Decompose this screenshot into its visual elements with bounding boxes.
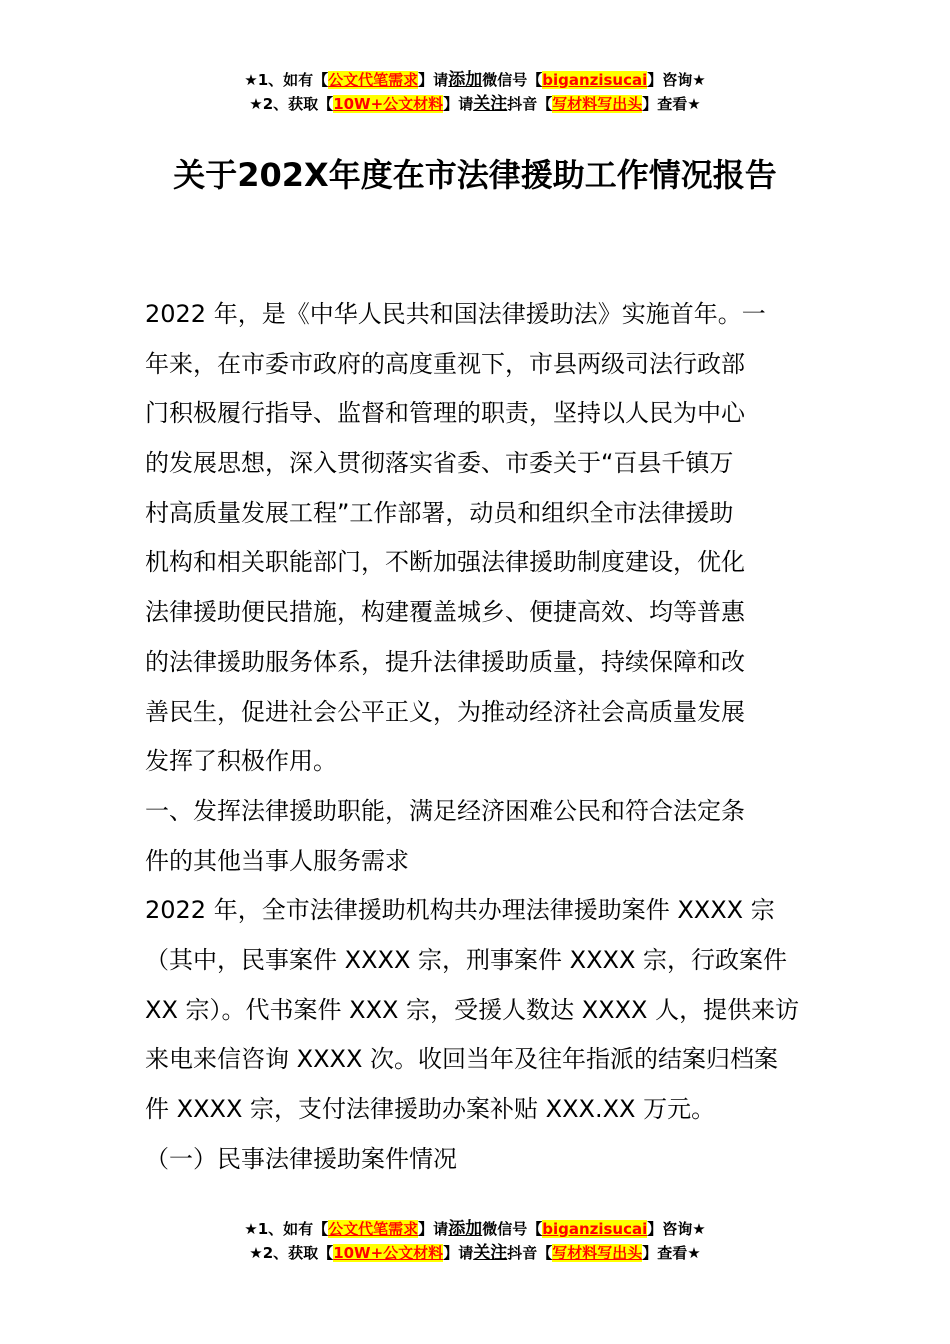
banner-text: 抖音【 bbox=[507, 1244, 553, 1262]
banner-text: 抖音【 bbox=[507, 95, 553, 113]
body-text-line: 2022 年，是《中华人民共和国法律援助法》实施首年。一 bbox=[145, 300, 766, 328]
body-text-line: （其中，民事案件 XXXX 宗，刑事案件 XXXX 宗，行政案件 bbox=[145, 945, 788, 974]
banner-text: 】请 bbox=[418, 1220, 449, 1238]
footer-banner bbox=[0, 1217, 950, 1265]
banner-text: 】查看★ bbox=[642, 95, 701, 113]
banner-text: 】咨询★ bbox=[647, 1220, 706, 1238]
header-banner bbox=[0, 68, 950, 116]
banner-text: 微信号【 bbox=[482, 71, 543, 89]
body-text-line: 门积极履行指导、监督和管理的职责，坚持以人民为中心 bbox=[145, 399, 745, 428]
banner-underline: 关注 bbox=[473, 94, 508, 114]
banner-highlight: 公文代笔需求 bbox=[328, 71, 419, 89]
body-text-line: 机构和相关职能部门，不断加强法律援助制度建设，优化 bbox=[145, 548, 745, 577]
body-text-line: 发挥了积极作用。 bbox=[145, 747, 337, 776]
banner-text: 】查看★ bbox=[642, 1244, 701, 1262]
banner-text: ★2、获取【 bbox=[249, 95, 334, 113]
banner-highlight: 写材料写出头 bbox=[552, 1244, 643, 1262]
body-text-line: 善民生，促进社会公平正义，为推动经济社会高质量发展 bbox=[145, 697, 745, 726]
banner-text: ★2、获取【 bbox=[249, 1244, 334, 1262]
body-text-line: XX 宗）。代书案件 XXX 宗，受援人数达 XXXX 人，提供来访 bbox=[145, 995, 800, 1024]
document-body bbox=[145, 292, 815, 1186]
body-text-line: 来电来信咨询 XXXX 次。收回当年及往年指派的结案归档案 bbox=[145, 1045, 779, 1074]
banner-text: 】请 bbox=[443, 1244, 474, 1262]
banner-text: 】请 bbox=[418, 71, 449, 89]
body-text-line: （一）民事法律援助案件情况 bbox=[145, 1144, 457, 1173]
banner-line-2 bbox=[0, 92, 950, 116]
banner-highlight: 写材料写出头 bbox=[552, 95, 643, 113]
banner-highlight: 10W+公文材料 bbox=[333, 1244, 444, 1262]
banner-line-2 bbox=[0, 1241, 950, 1265]
body-text-line: 一、发挥法律援助职能，满足经济困难公民和符合法定条 bbox=[145, 796, 745, 825]
body-text-line: 件 XXXX 宗，支付法律援助办案补贴 XXX.XX 万元。 bbox=[145, 1095, 716, 1123]
body-text-line: 年来，在市委市政府的高度重视下，市县两级司法行政部 bbox=[145, 349, 745, 378]
banner-line-1 bbox=[0, 1217, 950, 1241]
banner-text: 微信号【 bbox=[482, 1220, 543, 1238]
banner-line-1 bbox=[0, 68, 950, 92]
body-text-line: 法律援助便民措施，构建覆盖城乡、便捷高效、均等普惠 bbox=[145, 598, 745, 627]
banner-text: ★1、如有【 bbox=[244, 1220, 329, 1238]
body-text-line: 件的其他当事人服务需求 bbox=[145, 846, 409, 875]
banner-highlight: biganzisucai bbox=[542, 1220, 648, 1238]
banner-highlight: biganzisucai bbox=[542, 71, 648, 89]
banner-highlight: 10W+公文材料 bbox=[333, 95, 444, 113]
banner-text: ★1、如有【 bbox=[244, 71, 329, 89]
banner-underline: 关注 bbox=[473, 1243, 508, 1263]
body-text-line: 的法律援助服务体系，提升法律援助质量，持续保障和改 bbox=[145, 647, 745, 676]
body-text-line: 的发展思想，深入贯彻落实省委、市委关于“百县千镇万 bbox=[145, 449, 734, 478]
banner-text: 】咨询★ bbox=[647, 71, 706, 89]
body-text-line: 村高质量发展工程”工作部署，动员和组织全市法律援助 bbox=[145, 498, 734, 527]
banner-underline: 添加 bbox=[448, 70, 483, 90]
banner-text: 】请 bbox=[443, 95, 474, 113]
document-title: 关于202X年度在市法律援助工作情况报告 bbox=[173, 156, 777, 194]
banner-highlight: 公文代笔需求 bbox=[328, 1220, 419, 1238]
body-text-line: 2022 年，全市法律援助机构共办理法律援助案件 XXXX 宗 bbox=[145, 896, 775, 925]
banner-underline: 添加 bbox=[448, 1219, 483, 1239]
